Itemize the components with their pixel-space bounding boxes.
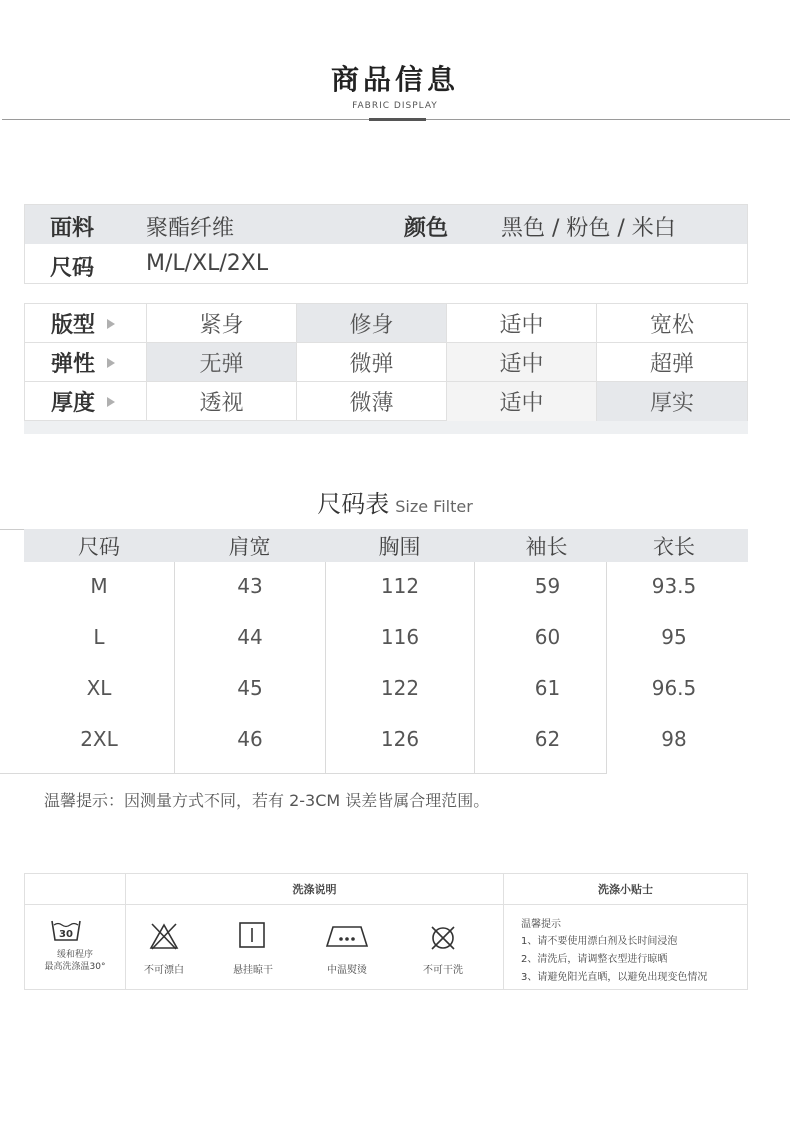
size-header-cell: 衣长 <box>653 534 695 559</box>
spec-bottom-strip <box>24 421 748 434</box>
size-label: 尺码 <box>50 256 95 281</box>
size-cell: XL <box>86 675 112 700</box>
wash-temp-label: 最高洗涤温30° <box>44 962 106 972</box>
size-header-cell: 尺码 <box>78 534 120 559</box>
triangle-right-icon <box>107 319 115 329</box>
wash-tips-header: 洗涤小贴士 <box>598 883 653 896</box>
no-bleach-icon <box>149 922 179 950</box>
measurement-note: 温馨提示：因测量方式不同，若有 2-3CM 误差皆属合理范围。 <box>44 791 490 810</box>
spec-option: 超弹 <box>649 352 694 377</box>
size-header-cell: 袖长 <box>525 534 568 559</box>
fit-spec-table <box>24 303 748 434</box>
size-cell: 2XL <box>80 726 118 751</box>
size-header-cell: 胸围 <box>378 534 421 559</box>
spec-option: 紧身 <box>147 304 297 343</box>
spec-label-fit <box>25 304 147 343</box>
size-value: M/L/XL/2XL <box>146 251 269 276</box>
page-title: 商品信息 <box>330 63 459 96</box>
size-cell: 44 <box>237 624 263 649</box>
wash-instructions-header: 洗涤说明 <box>292 883 337 896</box>
size-cell: L <box>93 624 105 649</box>
wash-tips-title: 温馨提示 <box>521 919 561 930</box>
size-cell: 60 <box>534 624 561 649</box>
size-chart-title-cn: 尺码表 <box>317 490 390 518</box>
medium-iron-icon <box>325 922 369 948</box>
size-cell: 45 <box>237 675 263 700</box>
spec-option-selected: 厚实 <box>597 382 747 421</box>
size-cell: 62 <box>534 726 561 751</box>
size-cell: M <box>90 573 108 598</box>
header-divider-accent <box>369 118 426 121</box>
spec-label-text: 版型 <box>51 313 96 338</box>
wash-temp-number: 30 <box>59 929 73 940</box>
size-cell: 96.5 <box>651 675 697 700</box>
spec-label-thickness <box>25 382 147 421</box>
size-chart-header-row <box>24 529 748 562</box>
size-cell: 46 <box>237 726 263 751</box>
spec-option: 宽松 <box>649 313 694 338</box>
size-cell: 122 <box>380 675 420 700</box>
page-subtitle: FABRIC DISPLAY <box>352 101 438 111</box>
size-chart-bottom-line <box>0 773 607 774</box>
size-cell: 93.5 <box>651 573 697 598</box>
triangle-right-icon <box>107 358 115 368</box>
medium-iron-label: 中温熨烫 <box>327 965 367 976</box>
size-cell: 126 <box>380 726 420 751</box>
spec-option: 微薄 <box>297 382 447 421</box>
spec-label-elasticity <box>25 343 147 382</box>
size-cell: 112 <box>380 573 420 598</box>
color-label: 颜色 <box>404 216 449 241</box>
size-chart-left-line <box>0 529 24 530</box>
wash-tip-item: 2、清洗后，请调整衣型进行晾晒 <box>521 954 668 965</box>
spec-option-selected: 修身 <box>297 304 447 343</box>
spec-option-selected: 无弹 <box>147 343 297 382</box>
hang-dry-label: 悬挂晾干 <box>233 965 273 976</box>
color-value: 黑色 / 粉色 / 米白 <box>501 216 676 241</box>
wash-30-icon <box>51 918 81 942</box>
spec-option: 透视 <box>147 382 297 421</box>
no-dry-clean-label: 不可干洗 <box>423 965 463 976</box>
spec-option: 适中 <box>447 343 597 382</box>
product-info-table <box>24 204 748 284</box>
wash-care-table <box>24 873 748 990</box>
wash-header-divider <box>25 904 747 905</box>
material-label: 面料 <box>50 216 95 241</box>
hang-dry-icon <box>239 922 265 948</box>
wash-tip-item: 3、请避免阳光直晒，以避免出现变色情况 <box>521 972 708 983</box>
size-cell: 98 <box>661 726 687 751</box>
triangle-right-icon <box>107 397 115 407</box>
material-value: 聚酯纤维 <box>146 216 235 241</box>
size-cell: 95 <box>661 624 687 649</box>
size-chart-title <box>0 484 790 519</box>
wash-program-label: 缓和程序 <box>56 950 93 960</box>
wash-tip-item: 1、请不要使用漂白剂及长时间浸泡 <box>521 936 678 947</box>
spec-option: 微弹 <box>297 343 447 382</box>
spec-label-text: 弹性 <box>51 352 96 377</box>
size-cell: 43 <box>237 573 263 598</box>
size-header-cell: 肩宽 <box>228 534 271 559</box>
size-cell: 59 <box>534 573 561 598</box>
size-cell: 116 <box>380 624 420 649</box>
spec-label-text: 厚度 <box>51 391 96 416</box>
no-dry-clean-icon <box>429 924 457 952</box>
spec-option: 适中 <box>447 304 597 343</box>
no-bleach-label: 不可漂白 <box>144 965 184 976</box>
size-chart-title-en: Size Filter <box>395 497 473 516</box>
spec-option: 适中 <box>447 382 597 421</box>
size-cell: 61 <box>534 675 561 700</box>
